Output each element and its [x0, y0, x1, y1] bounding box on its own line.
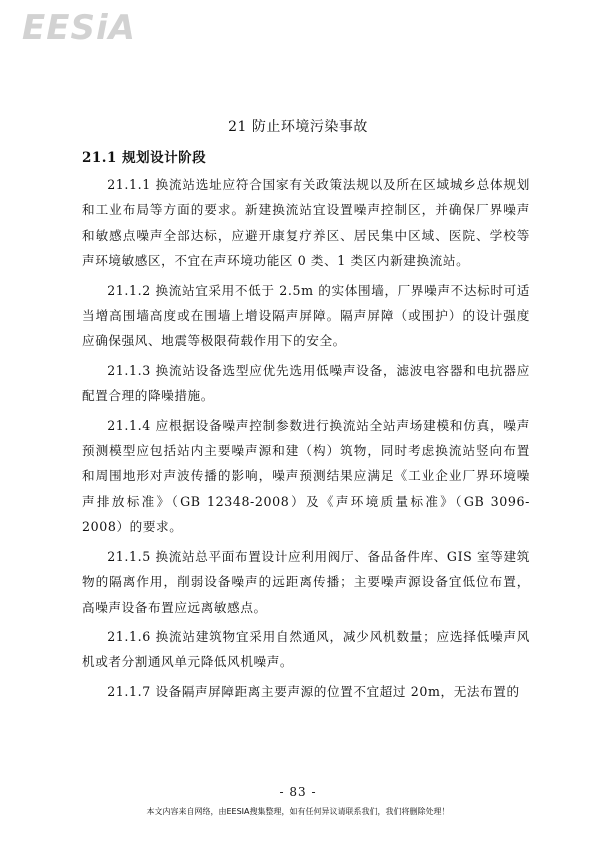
subsection-title: 21.1 规划设计阶段: [82, 150, 207, 166]
paragraph-21-1-2: 21.1.2 换流站宜采用不低于 2.5m 的实体围墙，厂界噪声不达标时可适当增高围墙高度或在围墙上增设隔声屏障。隔声屏障（或围护）的设计强度应确保强风、地震等极限荷载作用下的安全。: [82, 282, 530, 349]
page-number: - 83 -: [279, 785, 317, 799]
footer-notice: 本文内容来自网络，由EESIA搜集整理，如有任何异议请联系我们，我们将删除处理！: [146, 807, 450, 816]
paragraph-21-1-3: 21.1.3 换流站设备选型应优先选用低噪声设备，滤波电容器和电抗器应配置合理的降噪措施。: [82, 362, 530, 404]
paragraph-21-1-4: 21.1.4 应根据设备噪声控制参数进行换流站全站声场建模和仿真，噪声预测模型应包括站内主要噪声源和建（构）筑物，同时考虑换流站竖向布置和周围地形对声波传播的影响，噪声预测结果应满足《工业企业厂界环境噪声排放标准》（GB 12348-2008）及《声环境质量标准》（GB 3096-2008）的要求。: [82, 417, 530, 535]
paragraph-21-1-5: 21.1.5 换流站总平面布置设计应利用阀厅、备品备件库、GIS 室等建筑物的隔离作用，削弱设备噪声的远距离传播；主要噪声源设备宜低位布置，高噪声设备布置应远离敏感点。: [82, 548, 530, 615]
section-title: 21 防止环境污染事故: [228, 119, 368, 135]
body-text: [82, 172, 530, 708]
eesia-logo: EESiA: [22, 8, 136, 48]
paragraph-21-1-1: 21.1.1 换流站选址应符合国家有关政策法规以及所在区域城乡总体规划和工业布局等方面的要求。新建换流站宜设置噪声控制区，并确保厂界噪声和敏感点噪声全部达标，应避开康复疗养区、居民集中区域、医院、学校等声环境敏感区，不宜在声环境功能区 0 类、1 类区内新建换流站。: [82, 177, 530, 269]
paragraph-21-1-7: 21.1.7 设备隔声屏障距离主要声源的位置不宜超过 20m，无法布置的: [107, 683, 520, 699]
paragraph-21-1-6: 21.1.6 换流站建筑物宜采用自然通风，减少风机数量；应选择低噪声风机或者分割通风单元降低风机噪声。: [82, 628, 530, 670]
